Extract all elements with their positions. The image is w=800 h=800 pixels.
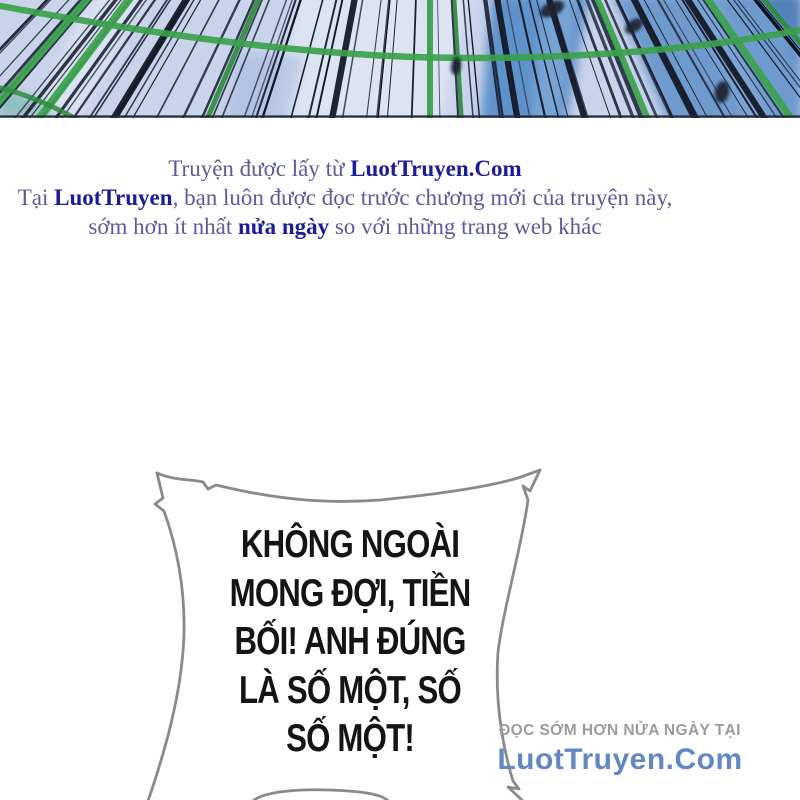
notice-line-3 xyxy=(0,212,690,241)
bubble-line: LÀ SỐ MỘT, SỐ xyxy=(239,668,461,712)
bubble-line: SỐ MỘT! xyxy=(286,717,414,760)
notice-highlight: nửa ngày xyxy=(237,214,330,239)
watermark xyxy=(460,722,780,777)
panel-border xyxy=(0,115,800,117)
watermark-brand[interactable]: LuotTruyen.Com xyxy=(497,743,743,776)
notice-text: Truyện được lấy từ xyxy=(168,156,351,181)
bubble-top-edge xyxy=(157,470,540,501)
brand-link[interactable]: LuotTruyen xyxy=(54,185,173,210)
notice-text: sớm hơn ít nhất xyxy=(88,214,238,239)
artwork-panel xyxy=(0,0,800,118)
notice-text: Tại xyxy=(17,185,55,210)
brand-link[interactable]: LuotTruyen.Com xyxy=(350,156,522,181)
notice-text: , bạn luôn được đọc trước chương mới của truyện này, xyxy=(172,185,673,210)
watermark-tagline: ĐỌC SỚM HƠN NỬA NGÀY TẠI xyxy=(499,722,741,739)
speech-bubble-text xyxy=(206,521,494,764)
notice-text: so với những trang web khác xyxy=(329,214,602,239)
next-bubble-edge xyxy=(252,790,389,800)
bubble-line: KHÔNG NGOÀI xyxy=(240,523,460,566)
speed-lines-artwork xyxy=(0,0,800,118)
bubble-line: MONG ĐỢI, TIỀN xyxy=(229,571,471,615)
site-notice xyxy=(0,154,690,241)
bubble-line: BỐI! ANH ĐÚNG xyxy=(234,620,466,663)
notice-line-1 xyxy=(0,154,690,183)
bubble-left-edge xyxy=(148,473,184,800)
notice-line-2 xyxy=(0,183,690,212)
